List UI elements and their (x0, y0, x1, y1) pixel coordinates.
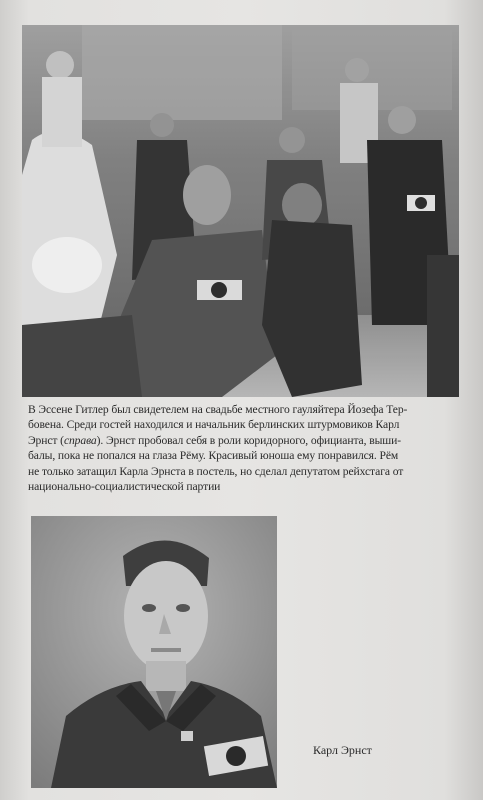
portrait-photo (31, 516, 277, 788)
wedding-photo (22, 25, 459, 397)
caption-line: балы, пока не попался на глаза Рёму. Красивый юноша ему понравился. Рём (28, 449, 399, 463)
caption-line: не только затащил Карла Эрнста в постель, но сделал депутатом рейхстага от (28, 464, 404, 478)
caption-text: Эрнст ( (28, 433, 64, 447)
portrait-caption: Карл Эрнст (313, 743, 372, 757)
caption-emphasis: справа (63, 433, 97, 447)
wedding-photo-image (22, 25, 459, 397)
caption-line: В Эссене Гитлер был свидетелем на свадьбе местного гауляйтера Йозефа Тер- (28, 403, 408, 416)
top-photo-caption (28, 402, 458, 494)
caption-line: бовена. Среди гостей находился и начальник берлинских штурмовиков Карл (28, 418, 400, 432)
caption-line: национально-социалистической партии (28, 480, 221, 494)
caption-line (28, 433, 458, 448)
portrait-photo-image (31, 516, 277, 788)
caption-text: ). Эрнст пробовал себя в роли коридорного, официанта, выши- (96, 433, 401, 447)
